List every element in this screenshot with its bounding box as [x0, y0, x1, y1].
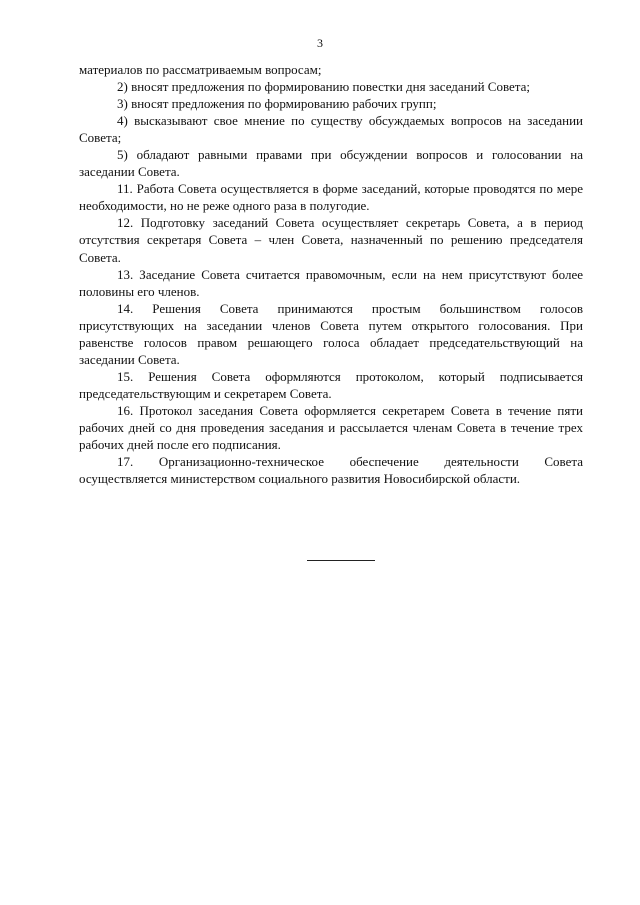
paragraph-continuation: материалов по рассматриваемым вопросам;: [79, 62, 322, 77]
list-item-5: 5) обладают равными правами при обсуждении вопросов и голосовании на заседании Совета.: [79, 147, 583, 180]
document-body: [79, 61, 583, 487]
clause-14: 14. Решения Совета принимаются простым большинством голосов присутствующих на заседании членов Совета путем открытого голосования. При равенстве голосов правом решающего голоса обладает председательствующий на заседании Совета.: [79, 300, 583, 367]
list-item-2: 2) вносят предложения по формированию повестки дня заседаний Совета;: [117, 79, 531, 95]
clause-12: 12. Подготовку заседаний Совета осуществляет секретарь Совета, а в период отсутствия секретаря Совета – член Совета, назначенный по решению председателя Совета.: [79, 215, 583, 265]
document-end-divider: [307, 560, 375, 561]
page-number: 3: [317, 36, 323, 50]
clause-11: 11. Работа Совета осуществляется в форме заседаний, которые проводятся по мере необходимости, но не реже одного раза в полугодие.: [79, 181, 583, 214]
list-item-3: 3) вносят предложения по формированию рабочих групп;: [117, 96, 437, 112]
list-item-4: 4) высказывают свое мнение по существу обсуждаемых вопросов на заседании Совета;: [79, 113, 583, 146]
clause-13: 13. Заседание Совета считается правомочным, если на нем присутствуют более половины его членов.: [79, 266, 583, 299]
clause-16: 16. Протокол заседания Совета оформляется секретарем Совета в течение пяти рабочих дней со дня проведения заседания и рассылается членам Совета в течение трех рабочих дней после его подписания.: [79, 402, 583, 453]
clause-15: 15. Решения Совета оформляются протоколом, который подписывается председательствующим и секретарем Совета.: [79, 368, 583, 401]
clause-17: 17. Организационно-техническое обеспечение деятельности Совета осуществляется министерством социального развития Новосибирской области.: [79, 454, 583, 487]
